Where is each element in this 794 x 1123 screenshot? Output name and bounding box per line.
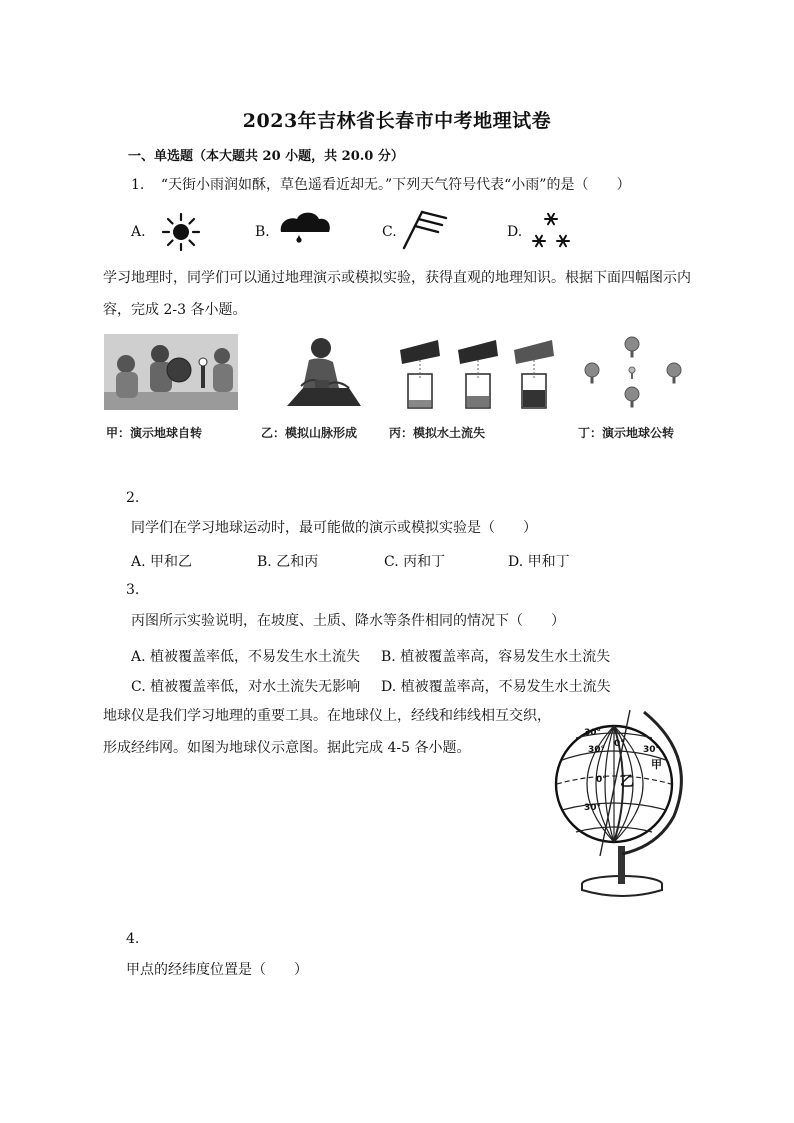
figure-caption-yi: 乙：模拟山脉形成 (261, 426, 358, 440)
cloud-rain-icon (277, 208, 333, 248)
q2-option-a[interactable]: A. 甲和乙 (131, 554, 193, 570)
globe-label-jia: 甲 (651, 758, 662, 771)
q1-option-c[interactable] (382, 224, 397, 240)
option-label: A. (131, 224, 146, 240)
q3-option-c[interactable]: C. 植被覆盖率低，对水土流失无影响 (131, 679, 361, 695)
question-3-number: 3. (126, 582, 140, 598)
q2-option-d[interactable]: D. 甲和丁 (508, 554, 570, 570)
page-title: 2023年吉林省长春市中考地理试卷 (242, 110, 552, 132)
question-4-number: 4. (126, 931, 140, 947)
option-label: B. (255, 224, 270, 240)
sun-icon (161, 212, 201, 252)
globe-label-lon0: 0° (614, 739, 625, 749)
figure-mountain-demo (283, 334, 363, 410)
option-label: C. (382, 224, 397, 240)
section-heading: 一、单选题（本大题共 20 小题，共 20.0 分） (128, 149, 404, 164)
globe-label-lon30: 30° (643, 745, 661, 755)
question-number: 1. (131, 177, 145, 193)
globe-label-yi: 乙 (620, 774, 634, 790)
figure-rotation-demo (104, 334, 238, 410)
figure-caption-jia: 甲：演示地球自转 (106, 426, 203, 440)
intro-2-3-line1: 学习地理时，同学们可以通过地理演示或模拟实验，获得直观的地理知识。根据下面四幅图示内 (103, 270, 691, 286)
q3-option-a[interactable]: A. 植被覆盖率低，不易发生水土流失 (131, 649, 361, 665)
globe-figure (548, 706, 690, 898)
intro-2-3-line2: 容，完成 2-3 各小题。 (103, 302, 247, 318)
option-label: D. (507, 224, 523, 240)
question-4-text: 甲点的经纬度位置是（ ） (126, 962, 308, 978)
question-text: “天街小雨润如酥，草色遥看近却无。”下列天气符号代表“小雨”的是（ ） (160, 177, 631, 193)
intro-4-5-line2: 形成经纬网。如图为地球仪示意图。据此完成 4-5 各小题。 (103, 740, 471, 756)
figure-caption-ding: 丁：演示地球公转 (578, 426, 675, 440)
q2-option-c[interactable]: C. 丙和丁 (384, 554, 446, 570)
question-1 (131, 175, 630, 195)
figure-soil-erosion-demo (398, 334, 562, 410)
q3-option-b[interactable]: B. 植被覆盖率高，容易发生水土流失 (381, 649, 611, 665)
figure-caption-bing: 丙：模拟水土流失 (389, 426, 486, 440)
snowflakes-icon (528, 210, 574, 252)
q1-option-b[interactable] (255, 224, 270, 240)
globe-label-lat30n-b: 30° (588, 745, 606, 755)
globe-label-lat30s: 30° (584, 803, 602, 813)
q1-option-a[interactable] (131, 224, 146, 240)
question-3-text: 丙图所示实验说明，在坡度、土质、降水等条件相同的情况下（ ） (131, 613, 565, 629)
q1-option-d[interactable] (507, 224, 522, 240)
figure-revolution-demo (580, 334, 686, 410)
question-2-number: 2. (126, 490, 140, 506)
wind-flag-icon (400, 208, 452, 252)
intro-4-5-line1: 地球仪是我们学习地理的重要工具。在地球仪上，经线和纬线相互交织， (103, 708, 551, 724)
question-2-text: 同学们在学习地球运动时，最可能做的演示或模拟实验是（ ） (131, 520, 537, 536)
q3-option-d[interactable]: D. 植被覆盖率高，不易发生水土流失 (381, 679, 611, 695)
q2-option-b[interactable]: B. 乙和丙 (257, 554, 319, 570)
globe-label-lat30n: 30° (584, 728, 602, 738)
globe-label-eq0: 0° (596, 775, 607, 785)
